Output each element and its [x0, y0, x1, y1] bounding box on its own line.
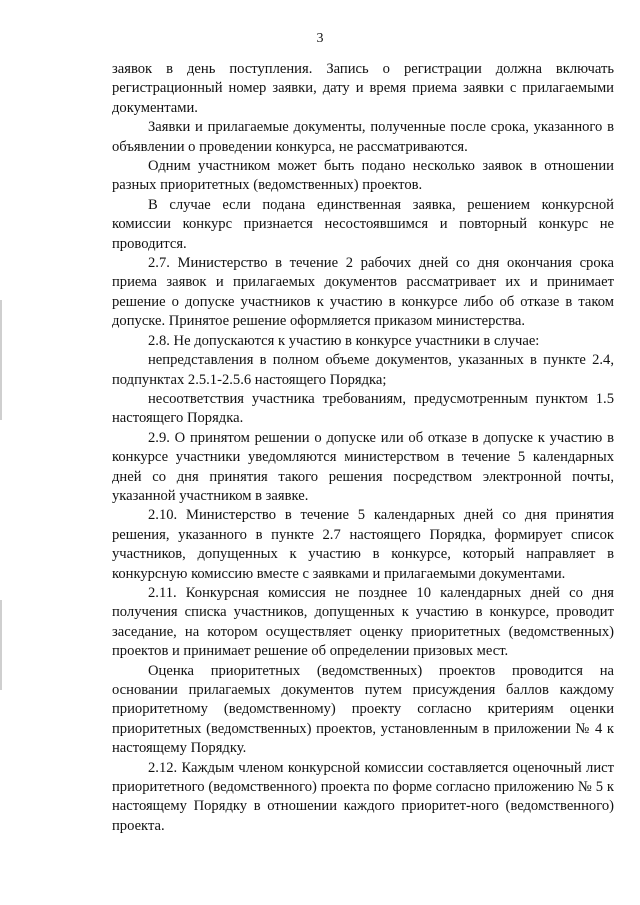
- paragraph: 2.9. О принятом решении о допуске или об отказе в допуске к участию в конкурсе участники уведомляются министерством в течение 5 календарных дней со дня принятия такого решения посредством электронной почты, указанной участником в заявке.: [112, 429, 614, 504]
- paragraph: несоответствия участника требованиям, предусмотренным пунктом 1.5 настоящего Порядка.: [112, 390, 614, 427]
- paragraph: 2.7. Министерство в течение 2 рабочих дней со дня окончания срока приема заявок и прилагаемых документов рассматривает их и принимает решение о допуске участников к участию в конкурсе либо об отказе в таком допуске. Принятое решение оформляется приказом министерства.: [112, 255, 614, 330]
- paragraph: 2.10. Министерство в течение 5 календарных дней со дня принятия решения, указанного в пункте 2.7 настоящего Порядка, формирует список участников, допущенных к участию в конкурсе, который направляет в конкурсную комиссию вместе с заявками и прилагаемыми документами.: [112, 507, 614, 582]
- paragraph: В случае если подана единственная заявка, решением конкурсной комиссии конкурс признается несостоявшимся и повторный конкурс не проводится.: [112, 196, 614, 252]
- paragraph: непредставления в полном объеме документов, указанных в пункте 2.4, подпунктах 2.5.1-2.5.6 настоящего Порядка;: [112, 352, 614, 388]
- paragraph: Оценка приоритетных (ведомственных) проектов проводится на основании прилагаемых документов путем присуждения баллов каждому приоритетному (ведомственному) проекту согласно критериям оценки приоритетных (ведомственных) проектов, установленным в приложении № 4 к настоящему Порядку.: [112, 662, 614, 757]
- paragraph: Одним участником может быть подано несколько заявок в отношении разных приоритетных (ведомственных) проектов.: [112, 158, 614, 194]
- paragraph: Заявки и прилагаемые документы, полученные после срока, указанного в объявлении о проведении конкурса, не рассматриваются.: [112, 119, 614, 155]
- page-number: 3: [316, 31, 324, 46]
- document-body: [112, 60, 614, 836]
- paragraph: 2.8. Не допускаются к участию в конкурсе участники в случае:: [148, 332, 540, 349]
- scan-edge-mark: [0, 300, 2, 420]
- paragraph: 2.11. Конкурсная комиссия не позднее 10 календарных дней со дня получения списка участников, допущенных к участию в конкурсе, проводит заседание, на котором осуществляет оценку приоритетных (ведомственных) проектов и принимает решение об определении призовых мест.: [112, 584, 614, 660]
- paragraph: 2.12. Каждым членом конкурсной комиссии составляется оценочный лист приоритетного (ведомственного) проекта по форме согласно приложению № 5 к настоящему Порядку в отношении каждого приоритет-ного (ведомственного) проекта.: [112, 759, 614, 834]
- paragraph: заявок в день поступления. Запись о регистрации должна включать регистрационный номер заявки, дату и время приема заявки с прилагаемыми документами.: [112, 61, 614, 116]
- scan-edge-mark: [0, 600, 2, 690]
